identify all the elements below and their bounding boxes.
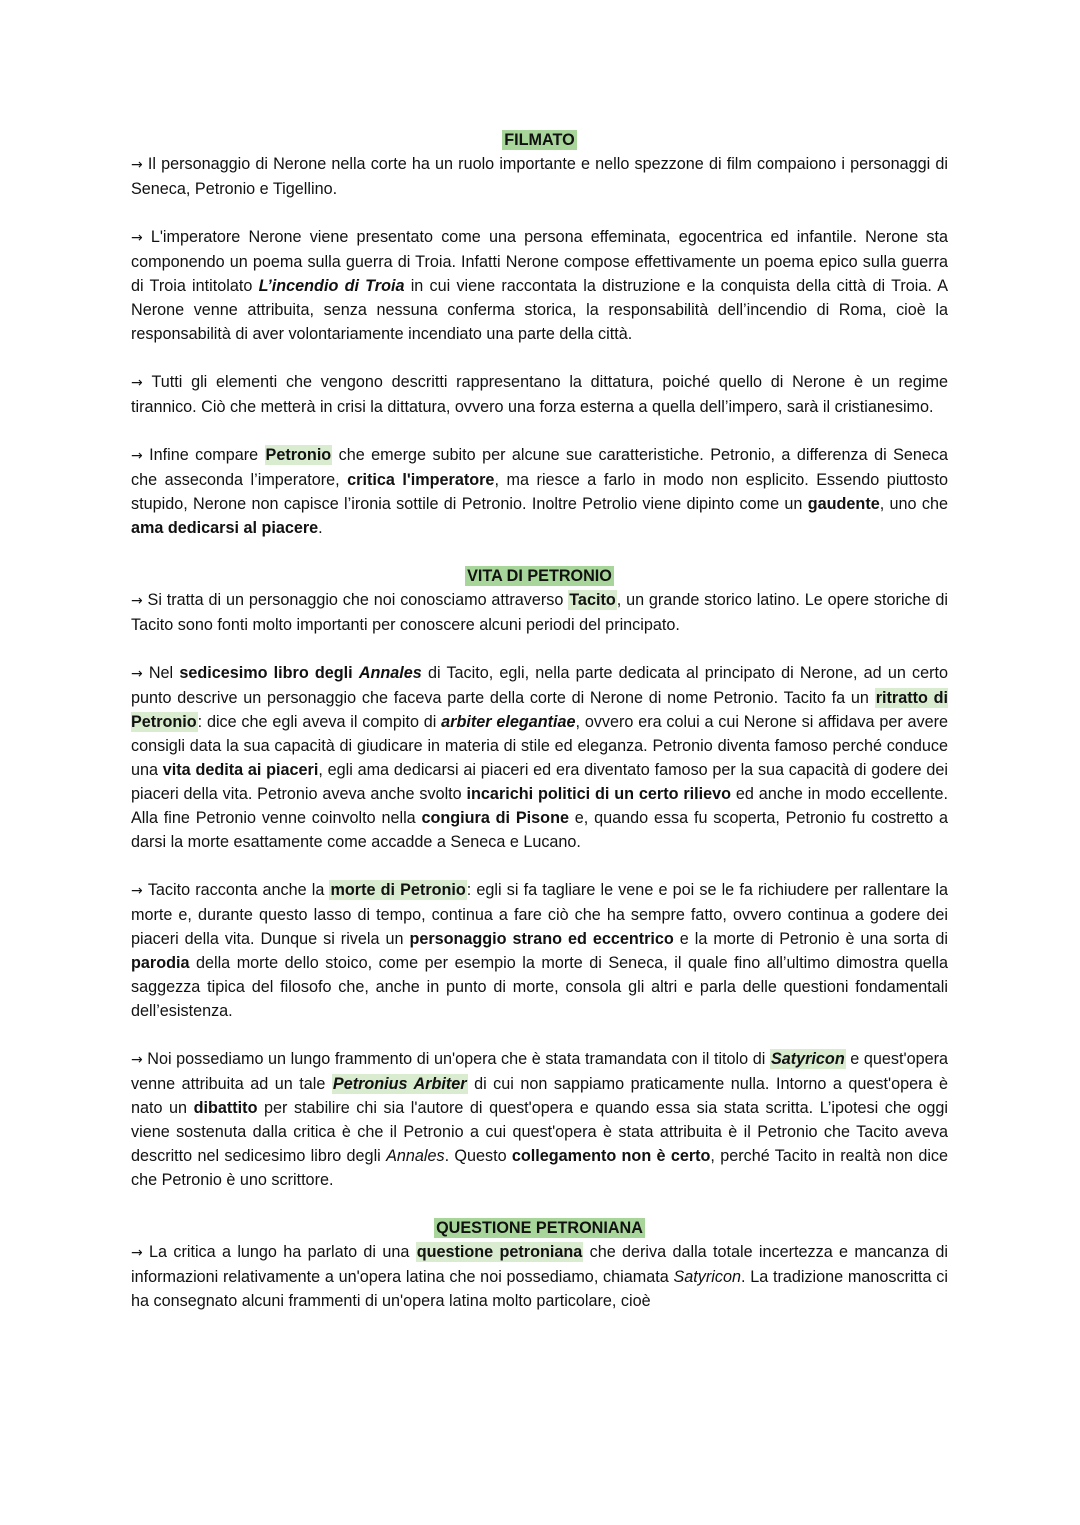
text-run: , uno che — [879, 495, 949, 513]
text-run: . Questo — [444, 1147, 512, 1165]
arrow-icon: → — [131, 1052, 148, 1068]
paragraph — [131, 370, 948, 419]
text-run: e, quando essa fu scoperta, Petronio fu costretto a darsi la morte esattamente come accadde a Seneca e Lucano. — [131, 809, 949, 851]
arrow-icon: → — [131, 593, 148, 609]
text-run: Tutti gli elementi che vengono descritti rappresentano la dittatura, poiché quello di Nerone è un regime tirannico. Ciò che metterà in crisi la dittatura, ovvero una forza esterna a quella dell’impero, sarà il cristianesimo. — [131, 373, 948, 416]
highlighted-term: Tacito — [569, 591, 616, 609]
text-run: . — [318, 519, 323, 537]
arrow-icon: → — [131, 1245, 150, 1261]
text-run-bold: dibattito — [193, 1099, 258, 1117]
text-run-bold: personaggio strano ed eccentrico — [409, 930, 674, 948]
text-run: e quest'opera venne attribuita ad un tale — [131, 1050, 948, 1093]
arrow-icon: → — [131, 375, 152, 391]
highlighted-term: questione petroniana — [416, 1243, 583, 1261]
highlighted-title: Satyricon — [770, 1050, 845, 1068]
text-run: che emerge subito per alcune sue caratteristiche. Petronio, a differenza di Seneca che asseconda l’imperatore, — [131, 446, 948, 489]
text-run-bold: collegamento non è certo — [511, 1147, 711, 1165]
highlighted-term: morte di Petronio — [330, 881, 466, 899]
text-run-italic: Annales — [386, 1147, 445, 1165]
text-run: in cui viene raccontata la distruzione e la conquista della città di Troia. A Nerone venne attribuita, senza nessuna conferma storica, la responsabilità dell’incendio di Roma, cioè la responsabilità di aver volontariamente incendiato una parte della città. — [131, 277, 948, 343]
text-run-bold: parodia — [131, 954, 190, 972]
text-run: di Tacito, egli, nella parte dedicata al principato di Nerone, ad un certo punto descrive un personaggio che faceva parte della corte di Nerone di nome Petronio. Tacito fa un — [131, 664, 948, 707]
text-run-bold: ama dedicarsi al piacere — [131, 519, 319, 537]
arrow-icon: → — [131, 157, 148, 173]
arrow-icon: → — [131, 666, 149, 682]
arrow-icon: → — [131, 448, 150, 464]
text-run-bold: critica l'imperatore — [347, 471, 495, 489]
text-run: , un grande storico latino. Le opere storiche di Tacito sono fonti molto importanti per conoscere alcuni periodi del principato. — [131, 591, 948, 634]
text-run-bold: incarichi politici di un certo rilievo — [466, 785, 732, 803]
text-run: , ma riesce a farlo in modo non esplicito. Essendo piuttosto stupido, Nerone non capisce l’ironia sottile di Petronio. Inoltre Petrolio viene dipinto come un — [131, 471, 949, 513]
paragraph — [131, 443, 948, 540]
arrow-icon: → — [131, 883, 148, 899]
paragraph — [131, 661, 948, 854]
arrow-icon: → — [131, 230, 151, 246]
highlighted-term: Petronio — [265, 446, 332, 464]
heading-highlight: FILMATO — [504, 131, 575, 149]
paragraph — [131, 225, 948, 346]
paragraph — [131, 878, 948, 1023]
text-run-bold: sedicesimo libro degli — [179, 664, 359, 682]
text-run: : dice che egli aveva il compito di — [197, 713, 442, 731]
text-run: per stabilire chi sia l'autore di quest'opera e quando essa sia stata scritta. L’ipotesi che oggi viene sostenuta dalla critica è che il Petronio a cui quest'opera è stata attribuita è il Petronio che Tacito aveva descritto nel sedicesimo libro degli — [131, 1099, 948, 1165]
text-run: di cui non sappiamo praticamente nulla. Intorno a quest'opera è nato un — [131, 1075, 948, 1117]
text-run: che deriva dalla totale incertezza e mancanza di informazioni relativamente a un'opera latina che noi possediamo, chiamata — [131, 1243, 949, 1286]
section-heading — [131, 564, 948, 588]
text-run: Il personaggio di Nerone nella corte ha un ruolo importante e nello spezzone di film compaiono i personaggi di Seneca, Petronio e Tigellino. — [131, 155, 948, 198]
text-run-bold-italic: arbiter elegantiae — [441, 713, 576, 731]
paragraph — [131, 1047, 948, 1192]
heading-highlight: VITA DI PETRONIO — [467, 567, 612, 585]
text-run-bold: vita dedita ai piaceri — [162, 761, 319, 779]
text-run: , perché Tacito in realtà non dice che Petronio è uno scrittore. — [131, 1147, 949, 1189]
heading-highlight: QUESTIONE PETRONIANA — [436, 1219, 643, 1237]
text-run: , ovvero era colui a cui Nerone si affidava per avere consigli data la sua capacità di giudicare in materia di stile ed eleganza. Petronio diventa famoso perché conduce una — [131, 713, 949, 779]
text-run: Tacito racconta anche la — [147, 881, 330, 899]
text-run: della morte dello stoico, come per esempio la morte di Seneca, il quale fino all’ultimo dimostra quella saggezza tipica del filosofo che, anche in punto di morte, consola gli altri e parla delle questioni fondamentali dell’esistenza. — [131, 954, 948, 1020]
highlighted-title: Petronius Arbiter — [332, 1075, 467, 1093]
text-run-bold: congiura di Pisone — [421, 809, 569, 827]
text-run: : egli si fa tagliare le vene e poi se le fa richiudere per rallentare la morte e, durante questo lasso di tempo, continua a fare ciò che ha sempre fatto, ovvero continua a godere dei piaceri della vita. Dunque si rivela un — [131, 881, 948, 948]
text-run-bold-italic: L’incendio di Troia — [258, 277, 405, 295]
paragraph — [131, 152, 948, 201]
text-run: , egli ama dedicarsi ai piaceri ed era diventato famoso per la sua capacità di godere dei piaceri della vita. Petronio aveva anche svolto — [131, 761, 949, 803]
text-run: Nel — [148, 664, 180, 682]
text-run: Noi possediamo un lungo frammento di un'opera che è stata tramandata con il titolo di — [147, 1050, 770, 1068]
paragraph — [131, 1240, 948, 1313]
text-run: L'imperatore Nerone viene presentato come una persona effeminata, egocentrica ed infantile. Nerone sta componendo un poema sulla guerra di Troia. Infatti Nerone compose effettivamente un poema epico sulla guerra di Troia intitolato — [131, 228, 948, 295]
text-run-bold: gaudente — [807, 495, 880, 513]
section-heading — [131, 128, 948, 152]
text-run: e la morte di Petronio è una sorta di — [673, 930, 949, 948]
paragraph — [131, 588, 948, 637]
text-run: Infine compare — [149, 446, 265, 464]
text-run: . La tradizione manoscritta ci ha consegnato alcuni frammenti di un'opera latina molto particolare, cioè — [131, 1268, 948, 1310]
text-run-italic: Satyricon — [673, 1268, 741, 1286]
highlighted-term: ritratto di Petronio — [131, 689, 949, 731]
text-run: ed anche in modo eccellente. Alla fine Petronio venne coinvolto nella — [131, 785, 949, 827]
text-run-bold-italic: Annales — [358, 664, 422, 682]
text-run: La critica a lungo ha parlato di una — [149, 1243, 416, 1261]
section-heading — [131, 1216, 948, 1240]
text-run: Si tratta di un personaggio che noi conosciamo attraverso — [147, 591, 569, 609]
